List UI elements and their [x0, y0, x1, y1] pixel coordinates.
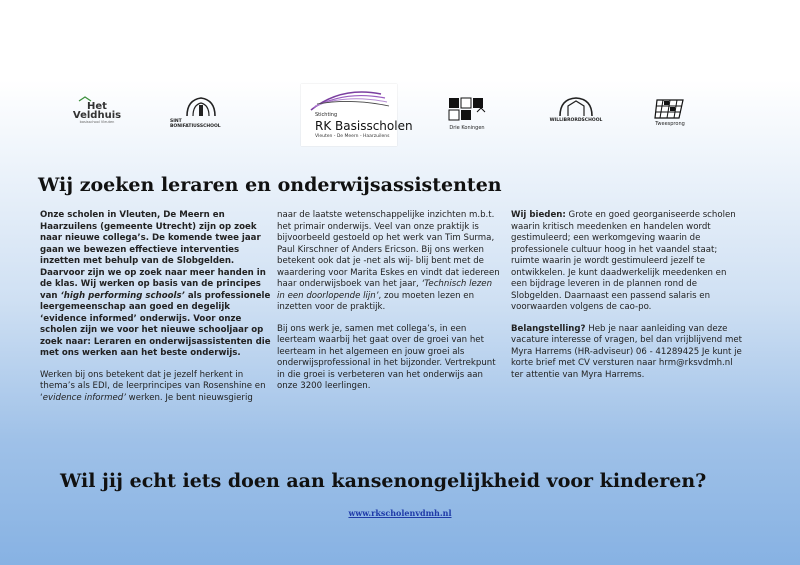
willibrord-label: WILLIBRORDSCHOOL	[549, 118, 603, 123]
drie-koningen-label: Drie Koningen	[449, 125, 485, 131]
leerteam-paragraph: Bij ons werk je, samen met collega’s, in een leerteam waarbij het gaat over de groei van het leerteam in het algemeen en jouw groei als onderwijsprofessional in het bijzonder. Vertrekpunt in die groei is verbeteren van het onderwijs aan onze 3200 leerlingen.	[277, 323, 496, 391]
working-text-1: Werken bij ons betekent dat je jezelf herkent in thema’s als EDI, de leerprincipes van Rosenshine en ‘	[40, 369, 266, 403]
rk-swoosh-icon	[301, 84, 397, 114]
willibrord-emblem-icon	[556, 96, 596, 118]
logo-sint-bonifatius	[170, 96, 232, 129]
rk-name: RK Basisscholen	[315, 119, 413, 133]
logo-drie-koningen	[442, 96, 492, 131]
intro-text-1: Onze scholen in Vleuten, De Meern en Haarzuilens (gemeente Utrecht) zijn op zoek naar nieuwe collega’s. De komende twee jaar gaan we bewezen effectieve interventies inzetten met behulp van de Slobgelden. Daarvoor zijn we op zoek naar meer handen in de klas. Wij werken op basis van de principes van	[40, 210, 266, 301]
column-middle	[277, 210, 502, 403]
intro-emphasis: ‘high performing schools’	[60, 290, 185, 301]
veldhuis-sub: basisschool Vleuten	[79, 120, 115, 124]
offer-label: Wij bieden:	[511, 210, 566, 220]
insights-emphasis: ‘Technisch lezen in een doorlopende lijn’	[277, 279, 493, 301]
veldhuis-line2: Veldhuis	[72, 110, 122, 121]
page-heading: Wij zoeken leraren en onderwijsassistenten	[38, 174, 502, 196]
working-paragraph	[40, 370, 272, 405]
rk-stichting: Stichting	[315, 112, 338, 118]
interest-text: Heb je naar aanleiding van deze vacature interesse of vragen, bel dan vrijblijvend met Myra Harrems (HR-adviseur) 06 - 41289425 Je kunt je korte brief met CV versturen naar hrm@rksvdmh.nl ter attentie van Myra Harrems.	[511, 323, 742, 380]
interest-label: Belangstelling?	[511, 323, 586, 334]
insights-text-1: naar de laatste wetenschappelijke inzichten m.b.t. het primair onderwijs. Veel van onze praktijk is bijvoorbeeld gestoeld op het werk van Tim Surma, Paul Kirschner of Anders Ericson. Bij ons werken betekent ook dat je -net als wij- blij bent met de waardering voor Marita Eskes en vindt dat iedereen haar onderwijsboek van het jaar,	[277, 210, 500, 289]
website-link[interactable]: www.rkscholenvdmh.nl	[348, 508, 452, 518]
bonifatius-label: SINT BONIFATIUSSCHOOL	[170, 119, 221, 129]
logo-willibrord	[541, 96, 611, 123]
logo-rk-basisscholen	[301, 84, 413, 146]
bonifatius-emblem-icon	[183, 96, 219, 118]
logo-tweesprong	[650, 98, 690, 127]
working-text-2: werken. Je bent nieuwsgierig	[125, 392, 253, 403]
veldhuis-line1: Het	[87, 101, 107, 112]
working-emphasis: evidence informed’	[42, 392, 126, 403]
intro-text-2: als professionele leergemeenschap aan goed en degelijk ‘evidence informed’ onderwijs. Voor onze scholen zijn we voor het nieuwe schooljaar op zoek naar: Leraren en onderwijsassistenten die met ons werken aan het beste onderwijs.	[40, 290, 271, 358]
drie-koningen-emblem-icon	[445, 96, 489, 124]
school-logos-row	[0, 0, 800, 160]
offer-text: Grote en goed georganiseerde scholen waarin kritisch meedenken en handelen wordt gestimuleerd; een werkomgeving waarin de professionele cultuur hoog in het vaandel staat; ruimte waarin je wordt gestimuleerd jezelf te ontwikkelen. Je kunt daadwerkelijk meedenken en een bijdrage leveren in de plannen rond de Slobgelden. Daarnaast een passend salaris en voorwaarden volgens de cao-po.	[511, 210, 736, 312]
offer-paragraph	[511, 210, 743, 314]
slogan: Wil jij echt iets doen aan kansenongelijkheid voor kinderen?	[60, 470, 707, 492]
column-intro	[40, 210, 272, 414]
logo-het-veldhuis	[74, 96, 120, 124]
column-offer	[511, 210, 743, 391]
tweesprong-grid-icon	[653, 98, 687, 120]
tweesprong-label: Tweesprong	[655, 121, 685, 127]
interest-paragraph	[511, 324, 743, 382]
intro-paragraph	[40, 210, 272, 360]
insights-text-2: , zou moeten lezen en inzetten voor de praktijk.	[277, 290, 475, 312]
rk-places: Vleuten - De Meern - Haarzuilens	[315, 134, 390, 139]
insights-paragraph	[277, 210, 502, 314]
